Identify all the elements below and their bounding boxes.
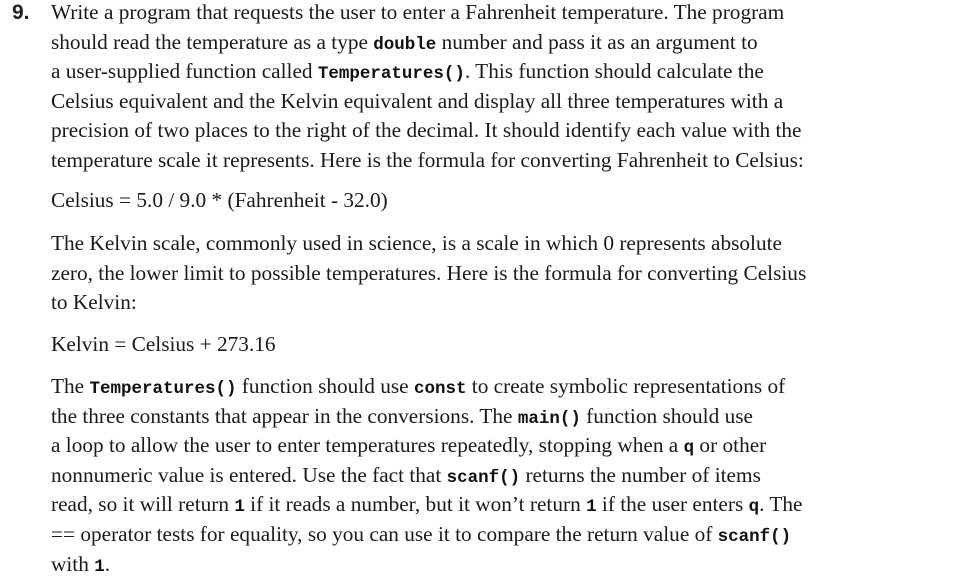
text-run: temperature scale it represents. Here is the formula for converting Fahrenheit to Celsius: [51, 147, 804, 172]
text-run: should read the temperature as a type [51, 29, 374, 54]
question-number: 9. [12, 1, 30, 24]
text-line [51, 259, 956, 289]
inline-code: scanf() [446, 467, 521, 488]
kelvin-formula [51, 330, 956, 360]
inline-code: 1 [234, 497, 245, 518]
text-line [51, 116, 956, 146]
celsius-formula [51, 186, 956, 216]
celsius-formula-text: Celsius = 5.0 / 9.0 * (Fahrenheit - 32.0) [51, 188, 388, 212]
text-run: . [104, 551, 111, 576]
text-line [51, 0, 956, 28]
text-run: function should use [580, 403, 753, 428]
text-line [51, 87, 956, 117]
text-run: == operator tests for equality, so you can use it to compare the return value of [51, 521, 718, 546]
text-run: if it reads a number, but it won’t return [244, 492, 587, 517]
text-run: . The [759, 492, 803, 517]
inline-code: scanf() [717, 526, 792, 547]
text-run: to Kelvin: [51, 290, 137, 315]
text-run: Write a program that requests the user to enter a Fahrenheit temperature. The program [51, 0, 785, 24]
inline-code: q [683, 438, 695, 459]
text-run: a loop to allow the user to enter temperatures repeatedly, stopping when a [51, 433, 684, 458]
text-run: with [51, 551, 95, 576]
text-run: . This function should calculate the [464, 59, 764, 84]
intro-paragraph [51, 0, 956, 176]
text-run: function should use [236, 374, 414, 398]
inline-code: 1 [94, 556, 105, 577]
text-run: returns the number of items [520, 462, 761, 487]
text-run: number and pass it as an argument to [436, 29, 758, 54]
text-run: a user-supplied function called [51, 59, 318, 84]
text-run: nonnumeric value is entered. Use the fact that [51, 462, 447, 487]
inline-code: q [748, 497, 760, 518]
inline-code: const [413, 379, 467, 399]
text-line [51, 229, 956, 259]
text-run: if the user enters [596, 492, 749, 517]
inline-code: main() [517, 408, 581, 429]
text-run: to create symbolic representations of [466, 374, 786, 398]
text-run: or other [694, 433, 767, 458]
text-line [51, 490, 956, 520]
kelvin-paragraph [51, 229, 956, 318]
text-line [51, 28, 956, 58]
text-run: read, so it will return [51, 492, 235, 517]
text-line [51, 372, 956, 402]
text-line [51, 288, 956, 318]
text-run: the three constants that appear in the conversions. The [51, 403, 518, 428]
text-run: precision of two places to the right of the decimal. It should identify each value with the [51, 118, 802, 143]
inline-code: Temperatures() [89, 379, 237, 399]
kelvin-formula-text: Kelvin = Celsius + 273.16 [51, 332, 276, 356]
text-run: Celsius equivalent and the Kelvin equivalent and display all three temperatures with a [51, 88, 784, 113]
text-run: zero, the lower limit to possible temperatures. Here is the formula for converting Celsius [51, 260, 807, 285]
inline-code: 1 [586, 497, 597, 518]
text-run: The [51, 374, 90, 398]
text-line [51, 57, 956, 87]
instructions-paragraph [51, 372, 956, 579]
text-line [51, 461, 956, 491]
text-line [51, 146, 956, 176]
inline-code: Temperatures() [317, 64, 465, 85]
text-line [51, 402, 956, 432]
text-line [51, 550, 956, 580]
text-run: The Kelvin scale, commonly used in science, is a scale in which 0 represents absolute [51, 231, 782, 255]
text-line [51, 431, 956, 461]
inline-code: double [373, 34, 437, 55]
text-line [51, 520, 956, 550]
